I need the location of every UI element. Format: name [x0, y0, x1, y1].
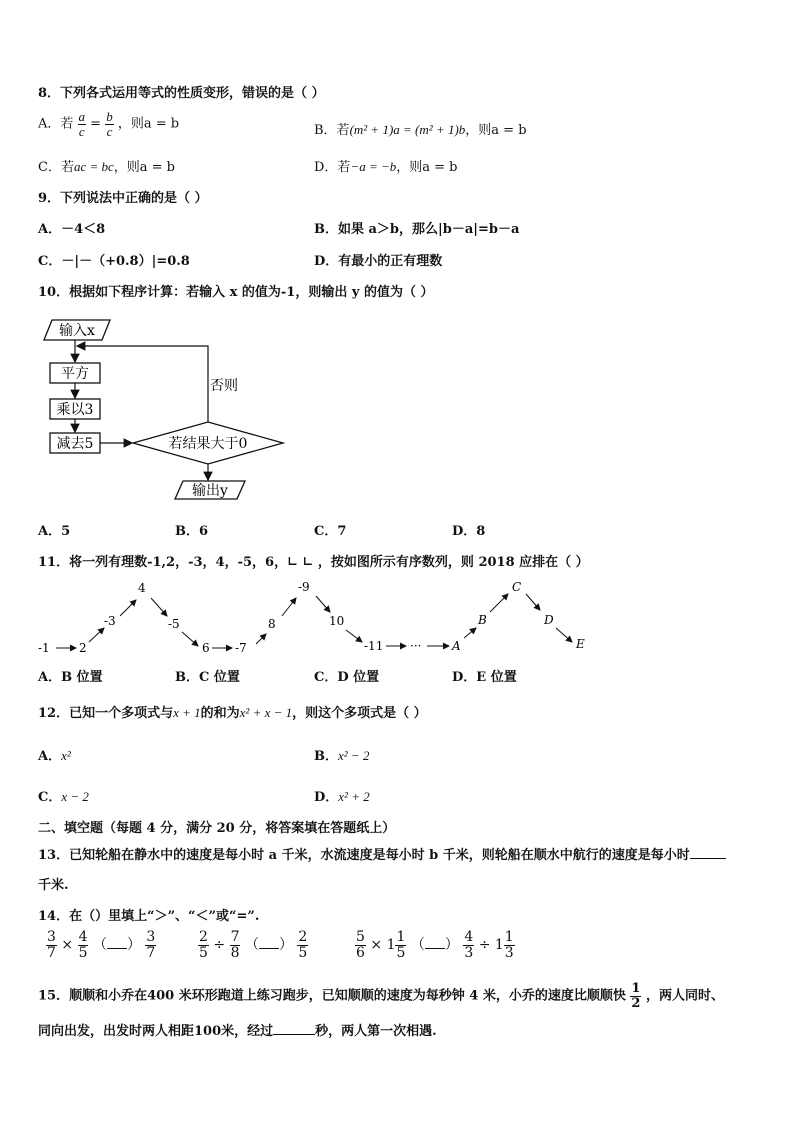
q14-e3-mixed-whole-d: 1	[494, 937, 504, 954]
q14-e3-frac-c: $\frac{4}{3}$	[464, 929, 474, 961]
q15-line1	[38, 982, 724, 1010]
q10-option-c: C．7	[314, 524, 347, 539]
q8-c-label: C．若	[38, 160, 74, 175]
q8-option-b	[314, 119, 527, 138]
q8-d-label: D．若	[314, 160, 351, 175]
q14-e2-frac-a: $\frac{2}{5}$	[199, 929, 208, 961]
q8-option-d	[314, 156, 458, 175]
seq-n11: -11	[364, 639, 384, 653]
q9-option-b: B．如果 a＞b，那么|b－a|=b－a	[314, 222, 520, 237]
section-2-heading: 二、填空题（每题 4 分，满分 20 分，将答案填在答题纸上）	[38, 821, 396, 836]
seq-dots: ···	[410, 639, 422, 653]
q13-line2: 千米.	[38, 878, 69, 893]
q12-c-label: C．	[38, 790, 62, 805]
seq-pos-b: B	[478, 613, 487, 627]
q14-e3-op: ×	[370, 937, 383, 954]
q14-e3-paren-r: ）	[444, 937, 459, 954]
q12-d-label: D．	[314, 790, 339, 805]
q14-e3-frac-a: $\frac{5}{6}$	[356, 929, 365, 961]
q13-text: 13．已知轮船在静水中的速度是每小时 a 千米，水流速度是每小时 b 千米，则轮船在顺水中航行的速度是每小时	[38, 848, 690, 863]
q8-c-tail: ，则a = b	[113, 160, 175, 175]
q15-text-2a: 同向出发，出发时两人相距100米，经过	[38, 1024, 274, 1039]
q12-option-c	[38, 786, 89, 805]
q8-d-tail: ，则a = b	[396, 160, 458, 175]
q8-a-eq: =	[90, 116, 102, 132]
seq-n10: 10	[329, 614, 345, 628]
seq-n4: 4	[138, 581, 146, 595]
q14-e1-paren-l: （	[92, 937, 107, 954]
q14-e3-frac-d: $\frac{1}{3}$	[504, 929, 514, 961]
q14-e3-answer-blank[interactable]	[425, 938, 445, 949]
seq-pos-e: E	[576, 637, 585, 651]
q15-text-1: 15．顺顺和小乔在400 米环形跑道上练习跑步，已知顺顺的速度为每秒钟 4 米，小乔的速度比顺顺快	[38, 988, 626, 1004]
seq-n1: -1	[38, 641, 50, 655]
decision-text: 若结果大于0	[168, 436, 248, 452]
q14-e3-paren-l: （	[410, 937, 425, 954]
q8-b-expr: (m² + 1)a = (m² + 1)b	[349, 122, 466, 137]
q14-expr-2	[198, 930, 308, 960]
q15-line2	[38, 1020, 437, 1039]
q12-b-expr: x² − 2	[338, 748, 370, 763]
q9-option-a: A．－4＜8	[38, 222, 106, 237]
q12-stem-b: 的和为	[200, 706, 240, 721]
q14-e2-op: ÷	[213, 937, 226, 954]
q14-e1-op: ×	[61, 937, 74, 954]
input-text: 输入x	[59, 323, 95, 339]
q8-d-expr: −a = −b	[350, 159, 397, 174]
seq-n8: 8	[268, 617, 276, 631]
q10-option-d: D．8	[452, 524, 486, 539]
q15-answer-blank[interactable]	[273, 1022, 315, 1035]
q14-e1-frac-a: $\frac{3}{7}$	[47, 929, 56, 961]
q15-text-2b: 秒，两人第一次相遇.	[315, 1024, 437, 1039]
seq-n6: 6	[202, 641, 210, 655]
q8-a-frac2: $\frac{b}{c}$	[106, 109, 113, 139]
loop-arrow	[77, 346, 208, 422]
seq-pos-c: C	[512, 580, 522, 594]
q14-e2-answer-blank[interactable]	[259, 938, 279, 949]
q14-e1-paren-r: ）	[126, 937, 141, 954]
q8-a-tail: ，则a = b	[117, 116, 180, 132]
q14-e3-mixed-whole-b: 1	[386, 937, 396, 954]
q12-stem-a: 12．已知一个多项式与	[38, 706, 174, 721]
q12-a-label: A．	[38, 749, 62, 764]
q14-e1-answer-blank[interactable]	[107, 938, 127, 949]
q15-fraction: $\frac{1}{2}$	[631, 981, 641, 1011]
q8-option-c	[38, 156, 175, 175]
output-text: 输出y	[192, 483, 228, 499]
seq-pos-a: A	[452, 639, 461, 653]
q14-e3-frac-b: $\frac{1}{5}$	[396, 929, 406, 961]
q12-stem-c: ，则这个多项式是（ ）	[292, 706, 427, 721]
q12-expr2: x² + x − 1	[239, 705, 293, 720]
q11-option-c: C．D 位置	[314, 670, 380, 685]
q12-c-expr: x − 2	[61, 789, 89, 804]
q12-stem	[38, 702, 427, 721]
q12-b-label: B．	[314, 749, 338, 764]
q12-d-expr: x² + 2	[338, 789, 370, 804]
seq-n2: 2	[79, 641, 87, 655]
seq-n7: -7	[235, 641, 247, 655]
q14-e2-frac-b: $\frac{7}{8}$	[230, 929, 240, 961]
q11-option-d: D．E 位置	[452, 670, 517, 685]
q14-e2-frac-c: $\frac{2}{5}$	[298, 929, 308, 961]
q10-option-a: A．5	[38, 524, 71, 539]
q13-answer-blank[interactable]	[690, 846, 726, 859]
q15-text-tail: ，两人同时、	[645, 988, 724, 1004]
q12-expr1: x + 1	[173, 705, 201, 720]
q11-stem: 11．将一列有理数-1,2，-3，4，-5，6，∟ ∟ ，按如图所示有序数列，则 2018 应排在（ ）	[38, 555, 589, 570]
q10-flowchart	[40, 312, 290, 507]
q14-e1-frac-b: $\frac{4}{5}$	[78, 929, 88, 961]
q12-option-d	[314, 786, 370, 805]
q11-option-a: A．B 位置	[38, 670, 103, 685]
q9-option-d: D．有最小的正有理数	[314, 254, 443, 269]
else-label: 否则	[210, 378, 238, 394]
q14-e2-paren-r: ）	[278, 937, 293, 954]
q8-a-frac1: $\frac{a}{c}$	[78, 109, 86, 139]
seq-n9: -9	[298, 580, 310, 594]
minus-text: 减去5	[56, 436, 94, 452]
seq-n3: -3	[104, 614, 116, 628]
q12-a-expr: x²	[61, 748, 71, 763]
q8-option-a	[38, 110, 179, 138]
q8-stem: 8．下列各式运用等式的性质变形，错误的是（ ）	[38, 86, 325, 101]
q11-sequence-diagram	[34, 578, 594, 656]
q10-option-b: B．6	[175, 524, 209, 539]
seq-n5: -5	[168, 617, 180, 631]
q14-stem: 14．在（）里填上“＞”、“＜”或“=”.	[38, 909, 260, 924]
seq-pos-d: D	[544, 613, 554, 627]
q14-expr-1	[46, 930, 156, 960]
q8-b-label: B．若	[314, 123, 350, 138]
q14-expr-3	[355, 930, 515, 960]
square-text: 平方	[61, 366, 89, 382]
q8-c-expr: ac = bc	[73, 159, 114, 174]
q10-stem: 10．根据如下程序计算：若输入 x 的值为-1，则输出 y 的值为（ ）	[38, 285, 434, 300]
q13-line1	[38, 844, 726, 863]
q8-b-tail: ，则a = b	[465, 123, 527, 138]
multiply-text: 乘以3	[56, 402, 94, 418]
q11-option-b: B．C 位置	[175, 670, 240, 685]
q12-option-b	[314, 745, 369, 764]
q14-e2-paren-l: （	[244, 937, 259, 954]
q14-e1-frac-c: $\frac{3}{7}$	[146, 929, 156, 961]
q12-option-a	[38, 745, 71, 764]
q14-e3-op2: ÷	[478, 937, 491, 954]
q9-option-c: C．－|－（+0.8）|=0.8	[38, 254, 190, 269]
q9-stem: 9．下列说法中正确的是（ ）	[38, 191, 208, 206]
q8-a-label: A．若	[38, 116, 74, 132]
